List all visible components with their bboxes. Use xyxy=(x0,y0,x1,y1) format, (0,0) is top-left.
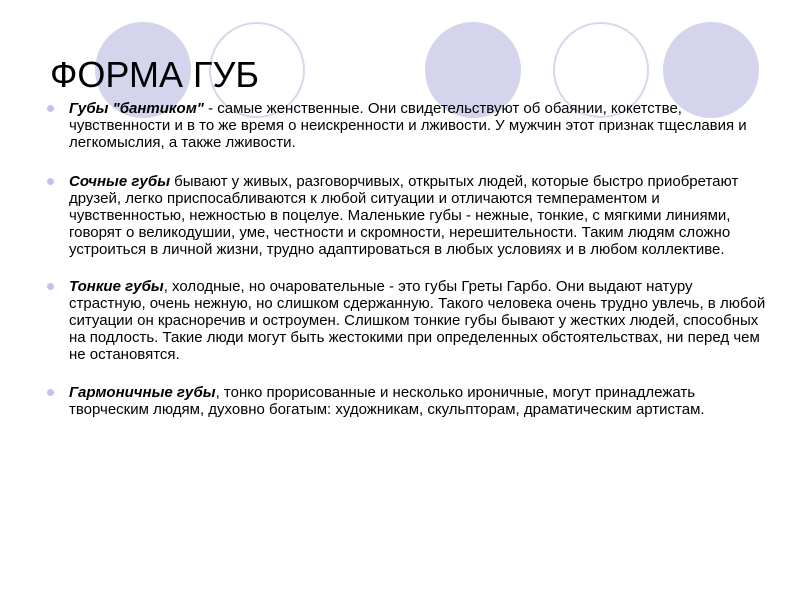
item-text: - самые женственные. Они свидетельствуют об обаянии, кокетстве, чувственности и в то же время о неискренности и лживости. У мужчин этот признак тщеславия и легкомыслия, а также лживости. xyxy=(69,100,747,151)
bullet-icon xyxy=(47,105,54,112)
item-term: Губы "бантиком" xyxy=(69,100,204,117)
item-term: Сочные губы xyxy=(69,173,171,190)
list-item xyxy=(47,173,767,258)
list-item xyxy=(47,100,767,151)
bullet-icon xyxy=(47,389,54,396)
bullet-icon xyxy=(47,178,54,185)
item-text: , холодные, но очаровательные - это губы Греты Гарбо. Они выдают натуру страстную, очень нежную, но слишком сдержанную. Такого человека очень трудно увлечь, в любой ситуации он красноречив и остроумен. Слишком тонкие губы бывают у жестких людей, способных на подлость. Такие люди могут быть жестокими при определенных обстоятельствах, ни перед чем не остановятся. xyxy=(69,278,766,363)
item-text: , тонко прорисованные и несколько ироничные, могут принадлежать творческим людям, духовно богатым: художникам, скульпторам, драматическим артистам. xyxy=(69,384,705,418)
item-term: Тонкие губы xyxy=(69,278,164,295)
slide-body xyxy=(47,100,767,435)
bullet-icon xyxy=(47,283,54,290)
list-item xyxy=(47,278,767,363)
slide-title: ФОРМА ГУБ xyxy=(50,54,259,95)
item-term: Гармоничные губы xyxy=(69,384,216,401)
item-text: бывают у живых, разговорчивых, открытых людей, которые быстро приобретают друзей, легко приспосабливаются к любой ситуации и отличаются темпераментом и чувственностью, нежностью в поцелуе. Маленькие губы - нежные, тонкие, с мягкими линиями, говорят о великодушии, уме, честности и скромности, нерешительности. Таким людям сложно устроиться в личной жизни, трудно адаптироваться в любых условиях и в любом коллективе. xyxy=(69,173,739,258)
list-item xyxy=(47,384,767,418)
